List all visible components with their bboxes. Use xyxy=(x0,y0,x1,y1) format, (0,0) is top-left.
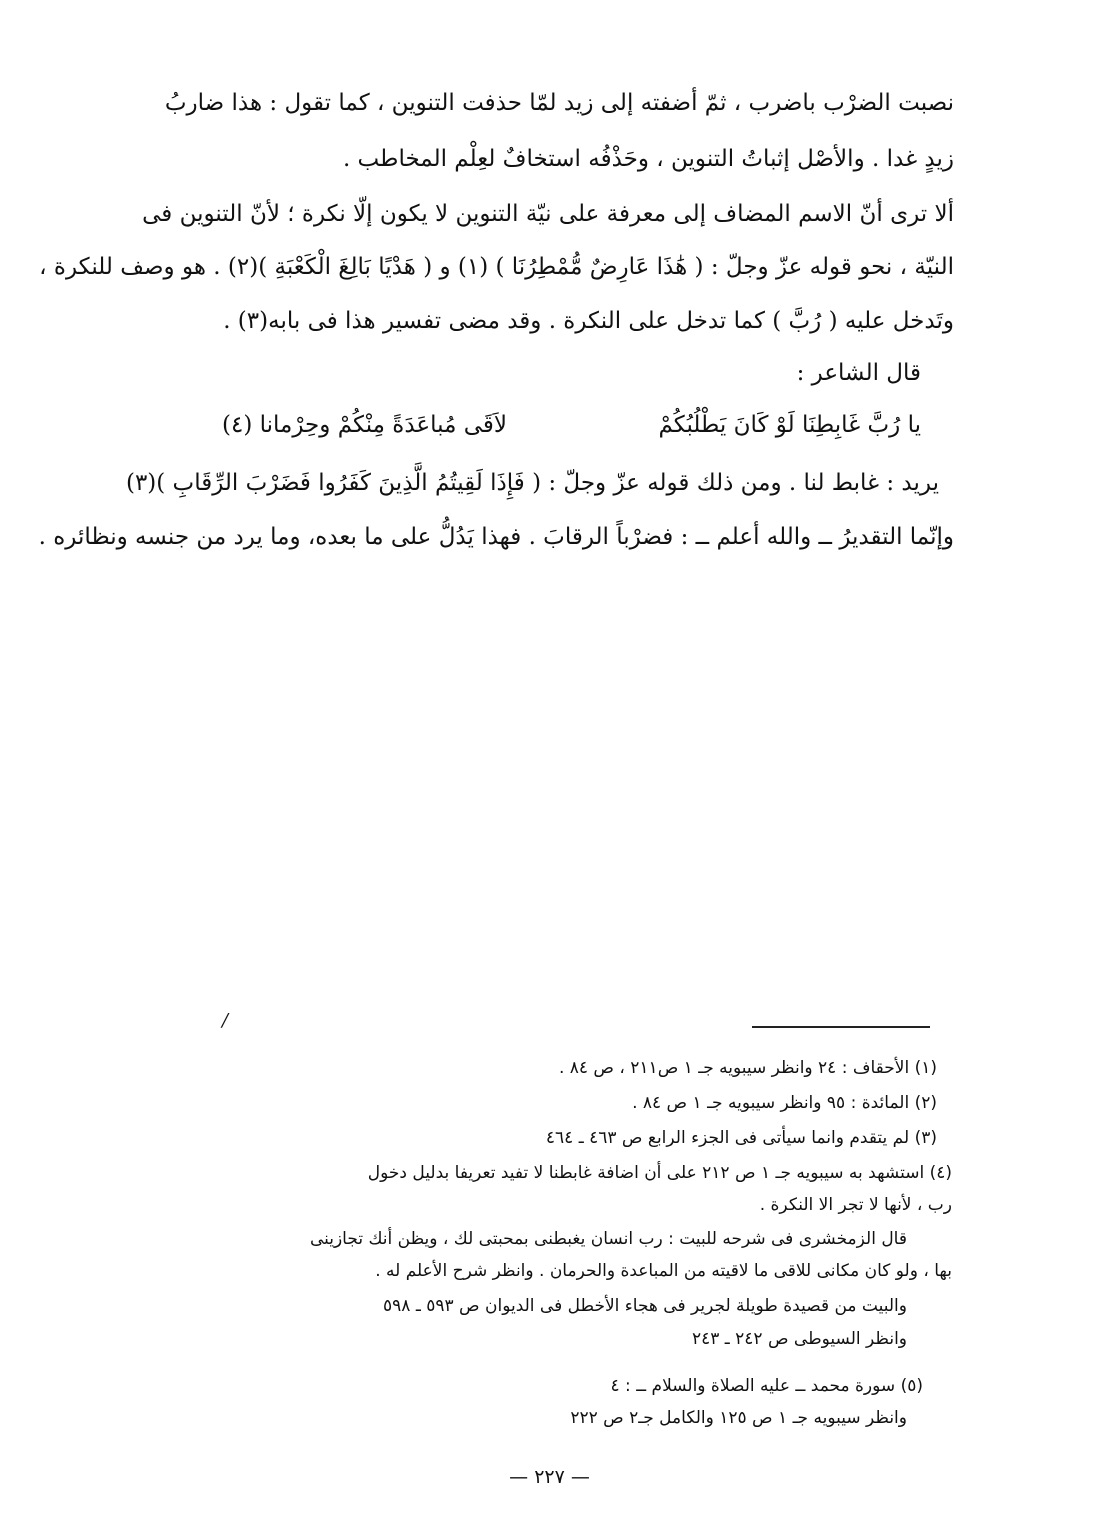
verse-left-hemistich: لاَقَى مُباعَدَةً مِنْكُمْ وحِرْمانا (٤) xyxy=(222,412,507,438)
footnote-5: (٥) سورة محمد ــ عليه الصلاة والسلام ــ : ٤ xyxy=(610,1376,923,1396)
stray-mark: / xyxy=(222,1010,229,1031)
footnote-4-suyuti: وانظر السيوطى ص ٢٤٢ ـ ٢٤٣ xyxy=(691,1329,907,1349)
body-line-3: ألا ترى أنّ الاسم المضاف إلى معرفة على نيّة التنوين لا يكون إلّا نكرة ؛ لأنّ التنوين فى xyxy=(142,201,954,227)
body-line-6: قال الشاعر : xyxy=(796,360,921,386)
body-line-1: نصبت الضرْب باضرب ، ثمّ أضفته إلى زيد لمّا حذفت التنوين ، كما تقول : هذا ضاربُ xyxy=(164,90,954,116)
footnote-3: (٣) لم يتقدم وانما سيأتى فى الجزء الرابع ص ٤٦٣ ـ ٤٦٤ xyxy=(545,1128,937,1148)
footnote-4: (٤) استشهد به سيبويه جـ ١ ص ٢١٢ على أن اضافة غابطنا لا تفيد تعريفا بدليل دخول xyxy=(367,1163,952,1183)
body-line-2: زيدٍ غدا . والأصْل إثباتُ التنوين ، وحَذْفُه استخافٌ لعِلْم المخاطب . xyxy=(342,146,954,172)
footnote-4-continuation: رب ، لأنها لا تجر الا النكرة . xyxy=(759,1195,952,1215)
footnote-5-continuation: وانظر سيبويه جـ ١ ص ١٢٥ والكامل جـ٢ ص ٢٢٢ xyxy=(570,1408,907,1428)
footnote-4-zamakhshari-continuation: بها ، ولو كان مكانى للاقى ما لاقيته من المباعدة والحرمان . وانظر شرح الأعلم له . xyxy=(375,1261,952,1281)
footnote-4-zamakhshari: قال الزمخشرى فى شرحه للبيت : رب انسان يغبطنى بمحبتى لك ، ويظن أنك تجازينى xyxy=(309,1229,907,1249)
body-line-4: النيّة ، نحو قوله عزّ وجلّ : ( هَٰذَا عَارِضٌ مُّمْطِرُنَا ) (١) و ( هَدْيًا بَالِغَ الْكَعْبَةِ )(٢) . هو وصف للنكرة ، xyxy=(39,254,954,280)
footnote-1: (١) الأحقاف : ٢٤ وانظر سيبويه جـ ١ ص٢١١ ، ص ٨٤ . xyxy=(558,1058,937,1078)
body-line-5: وتَدخل عليه ( رُبَّ ) كما تدخل على النكرة . وقد مضى تفسير هذا فى بابه(٣) . xyxy=(223,308,954,334)
footnote-2: (٢) المائدة : ٩٥ وانظر سيبويه جـ ١ ص ٨٤ . xyxy=(632,1093,937,1113)
body-line-8: وإنّما التقديرُ ــ والله أعلم ــ : فضرْباً الرقابَ . فهذا يَدُلُّ على ما بعده، وما يرد من جنسه ونظائره . xyxy=(38,524,954,550)
page-number: — ٢٢٧ — xyxy=(509,1466,590,1488)
footnote-separator xyxy=(752,1026,930,1028)
body-line-7: يريد : غابط لنا . ومن ذلك قوله عزّ وجلّ : ( فَإِذَا لَقِيتُمُ الَّذِينَ كَفَرُوا فَضَرْبَ الرِّقَابِ )(٣) xyxy=(125,470,939,496)
footnote-4-diwan: والبيت من قصيدة طويلة لجرير فى هجاء الأخطل فى الديوان ص ٥٩٣ ـ ٥٩٨ xyxy=(383,1296,907,1316)
verse-right-hemistich: يا رُبَّ غَابِطِنَا لَوْ كَانَ يَطْلُبُكُمْ xyxy=(658,412,921,438)
